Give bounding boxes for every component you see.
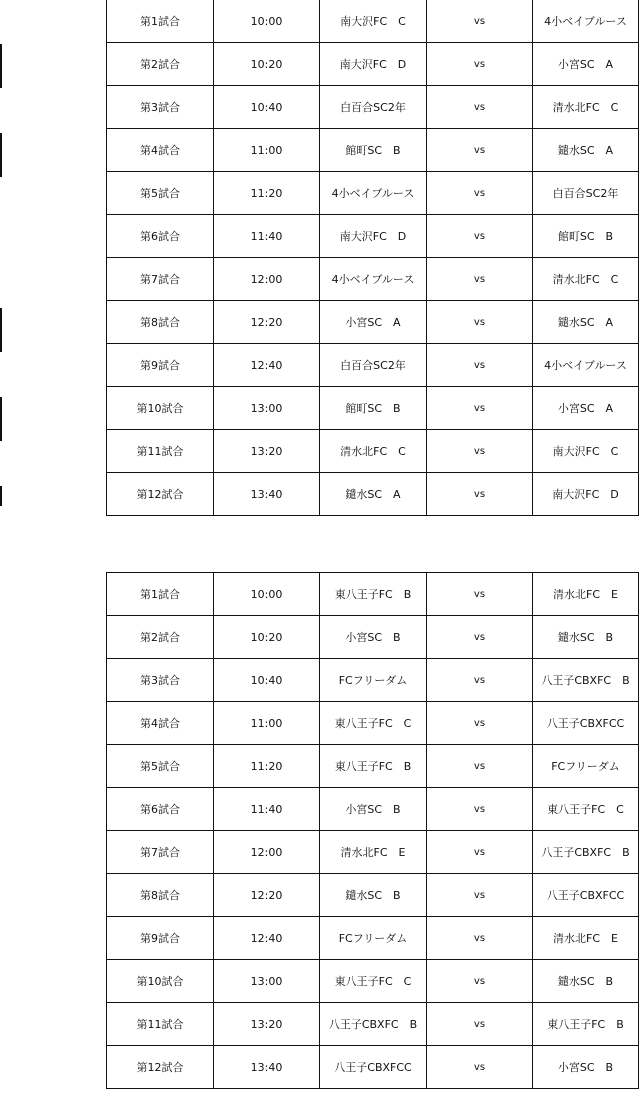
versus-cell: vs (427, 430, 533, 473)
kickoff-time-cell: 11:00 (214, 702, 320, 745)
home-team-cell: 東八王子FC B (320, 745, 427, 788)
kickoff-time-cell: 11:20 (214, 172, 320, 215)
left-edge-mark (0, 308, 2, 352)
match-number-cell: 第1試合 (107, 573, 214, 616)
home-team-cell: 清水北FC E (320, 831, 427, 874)
match-row (107, 573, 639, 616)
away-team-cell: 鑓水SC B (533, 960, 639, 1003)
match-row (107, 301, 639, 344)
away-team-cell: 清水北FC C (533, 86, 639, 129)
kickoff-time-cell: 11:40 (214, 215, 320, 258)
versus-cell: vs (427, 0, 533, 43)
home-team-cell: 鑓水SC A (320, 473, 427, 516)
match-number-cell: 第10試合 (107, 960, 214, 1003)
match-row (107, 1046, 639, 1089)
kickoff-time-cell: 10:40 (214, 659, 320, 702)
versus-cell: vs (427, 258, 533, 301)
home-team-cell: 南大沢FC C (320, 0, 427, 43)
kickoff-time-cell: 12:20 (214, 301, 320, 344)
match-row (107, 1003, 639, 1046)
home-team-cell: 東八王子FC C (320, 960, 427, 1003)
kickoff-time-cell: 13:20 (214, 1003, 320, 1046)
match-number-cell: 第9試合 (107, 344, 214, 387)
away-team-cell: 小宮SC A (533, 43, 639, 86)
match-number-cell: 第7試合 (107, 831, 214, 874)
left-edge-mark (0, 133, 2, 177)
match-number-cell: 第11試合 (107, 1003, 214, 1046)
versus-cell: vs (427, 874, 533, 917)
match-number-cell: 第9試合 (107, 917, 214, 960)
kickoff-time-cell: 10:20 (214, 43, 320, 86)
home-team-cell: 小宮SC A (320, 301, 427, 344)
away-team-cell: 4小ベイブルース (533, 0, 639, 43)
kickoff-time-cell: 12:40 (214, 917, 320, 960)
home-team-cell: 館町SC B (320, 129, 427, 172)
match-row (107, 874, 639, 917)
kickoff-time-cell: 11:00 (214, 129, 320, 172)
kickoff-time-cell: 12:40 (214, 344, 320, 387)
match-row (107, 659, 639, 702)
match-row (107, 0, 639, 43)
match-number-cell: 第4試合 (107, 702, 214, 745)
away-team-cell: 鑓水SC A (533, 301, 639, 344)
versus-cell: vs (427, 1046, 533, 1089)
match-row (107, 745, 639, 788)
match-row (107, 960, 639, 1003)
versus-cell: vs (427, 172, 533, 215)
home-team-cell: 鑓水SC B (320, 874, 427, 917)
match-row (107, 172, 639, 215)
home-team-cell: 清水北FC C (320, 430, 427, 473)
match-number-cell: 第11試合 (107, 430, 214, 473)
kickoff-time-cell: 10:00 (214, 0, 320, 43)
away-team-cell: 南大沢FC D (533, 473, 639, 516)
match-number-cell: 第3試合 (107, 659, 214, 702)
match-row (107, 344, 639, 387)
kickoff-time-cell: 13:20 (214, 430, 320, 473)
away-team-cell: 東八王子FC C (533, 788, 639, 831)
away-team-cell: 鑓水SC A (533, 129, 639, 172)
match-row (107, 258, 639, 301)
match-row (107, 917, 639, 960)
match-row (107, 215, 639, 258)
kickoff-time-cell: 12:00 (214, 831, 320, 874)
left-edge-mark (0, 397, 2, 441)
away-team-cell: 4小ベイブルース (533, 344, 639, 387)
schedule-body (107, 0, 639, 516)
home-team-cell: 館町SC B (320, 387, 427, 430)
match-number-cell: 第3試合 (107, 86, 214, 129)
home-team-cell: FCフリーダム (320, 659, 427, 702)
versus-cell: vs (427, 301, 533, 344)
kickoff-time-cell: 13:00 (214, 387, 320, 430)
away-team-cell: 鑓水SC B (533, 616, 639, 659)
away-team-cell: 館町SC B (533, 215, 639, 258)
away-team-cell: FCフリーダム (533, 745, 639, 788)
versus-cell: vs (427, 129, 533, 172)
kickoff-time-cell: 13:40 (214, 1046, 320, 1089)
kickoff-time-cell: 13:40 (214, 473, 320, 516)
versus-cell: vs (427, 473, 533, 516)
away-team-cell: 八王子CBXFC B (533, 659, 639, 702)
versus-cell: vs (427, 659, 533, 702)
match-number-cell: 第5試合 (107, 172, 214, 215)
match-row (107, 129, 639, 172)
kickoff-time-cell: 11:40 (214, 788, 320, 831)
kickoff-time-cell: 10:40 (214, 86, 320, 129)
versus-cell: vs (427, 917, 533, 960)
versus-cell: vs (427, 387, 533, 430)
away-team-cell: 清水北FC E (533, 573, 639, 616)
versus-cell: vs (427, 1003, 533, 1046)
match-number-cell: 第2試合 (107, 616, 214, 659)
away-team-cell: 白百合SC2年 (533, 172, 639, 215)
away-team-cell: 小宮SC A (533, 387, 639, 430)
match-row (107, 86, 639, 129)
versus-cell: vs (427, 215, 533, 258)
versus-cell: vs (427, 702, 533, 745)
match-row (107, 831, 639, 874)
match-number-cell: 第10試合 (107, 387, 214, 430)
match-row (107, 788, 639, 831)
left-edge-mark (0, 486, 2, 506)
match-number-cell: 第12試合 (107, 1046, 214, 1089)
match-schedule-table-2 (106, 572, 639, 1089)
match-row (107, 616, 639, 659)
home-team-cell: 4小ベイブルース (320, 258, 427, 301)
match-row (107, 473, 639, 516)
away-team-cell: 八王子CBXFCC (533, 874, 639, 917)
home-team-cell: 東八王子FC C (320, 702, 427, 745)
home-team-cell: 小宮SC B (320, 616, 427, 659)
home-team-cell: 白百合SC2年 (320, 344, 427, 387)
home-team-cell: 白百合SC2年 (320, 86, 427, 129)
match-row (107, 387, 639, 430)
match-number-cell: 第8試合 (107, 874, 214, 917)
away-team-cell: 東八王子FC B (533, 1003, 639, 1046)
match-row (107, 430, 639, 473)
left-edge-mark (0, 44, 2, 88)
versus-cell: vs (427, 573, 533, 616)
versus-cell: vs (427, 960, 533, 1003)
versus-cell: vs (427, 831, 533, 874)
match-schedule-table-1 (106, 0, 639, 516)
match-number-cell: 第8試合 (107, 301, 214, 344)
match-row (107, 43, 639, 86)
kickoff-time-cell: 10:20 (214, 616, 320, 659)
versus-cell: vs (427, 344, 533, 387)
home-team-cell: 4小ベイブルース (320, 172, 427, 215)
away-team-cell: 清水北FC E (533, 917, 639, 960)
match-number-cell: 第1試合 (107, 0, 214, 43)
schedule-body (107, 573, 639, 1089)
versus-cell: vs (427, 788, 533, 831)
versus-cell: vs (427, 616, 533, 659)
match-row (107, 702, 639, 745)
away-team-cell: 南大沢FC C (533, 430, 639, 473)
home-team-cell: 八王子CBXFC B (320, 1003, 427, 1046)
versus-cell: vs (427, 86, 533, 129)
home-team-cell: 南大沢FC D (320, 43, 427, 86)
kickoff-time-cell: 12:20 (214, 874, 320, 917)
match-number-cell: 第6試合 (107, 788, 214, 831)
match-number-cell: 第6試合 (107, 215, 214, 258)
away-team-cell: 八王子CBXFCC (533, 702, 639, 745)
kickoff-time-cell: 10:00 (214, 573, 320, 616)
versus-cell: vs (427, 43, 533, 86)
home-team-cell: 南大沢FC D (320, 215, 427, 258)
home-team-cell: 小宮SC B (320, 788, 427, 831)
match-number-cell: 第5試合 (107, 745, 214, 788)
kickoff-time-cell: 12:00 (214, 258, 320, 301)
match-number-cell: 第4試合 (107, 129, 214, 172)
kickoff-time-cell: 11:20 (214, 745, 320, 788)
versus-cell: vs (427, 745, 533, 788)
home-team-cell: 東八王子FC B (320, 573, 427, 616)
away-team-cell: 清水北FC C (533, 258, 639, 301)
away-team-cell: 八王子CBXFC B (533, 831, 639, 874)
match-number-cell: 第2試合 (107, 43, 214, 86)
home-team-cell: FCフリーダム (320, 917, 427, 960)
home-team-cell: 八王子CBXFCC (320, 1046, 427, 1089)
match-number-cell: 第12試合 (107, 473, 214, 516)
match-number-cell: 第7試合 (107, 258, 214, 301)
kickoff-time-cell: 13:00 (214, 960, 320, 1003)
away-team-cell: 小宮SC B (533, 1046, 639, 1089)
